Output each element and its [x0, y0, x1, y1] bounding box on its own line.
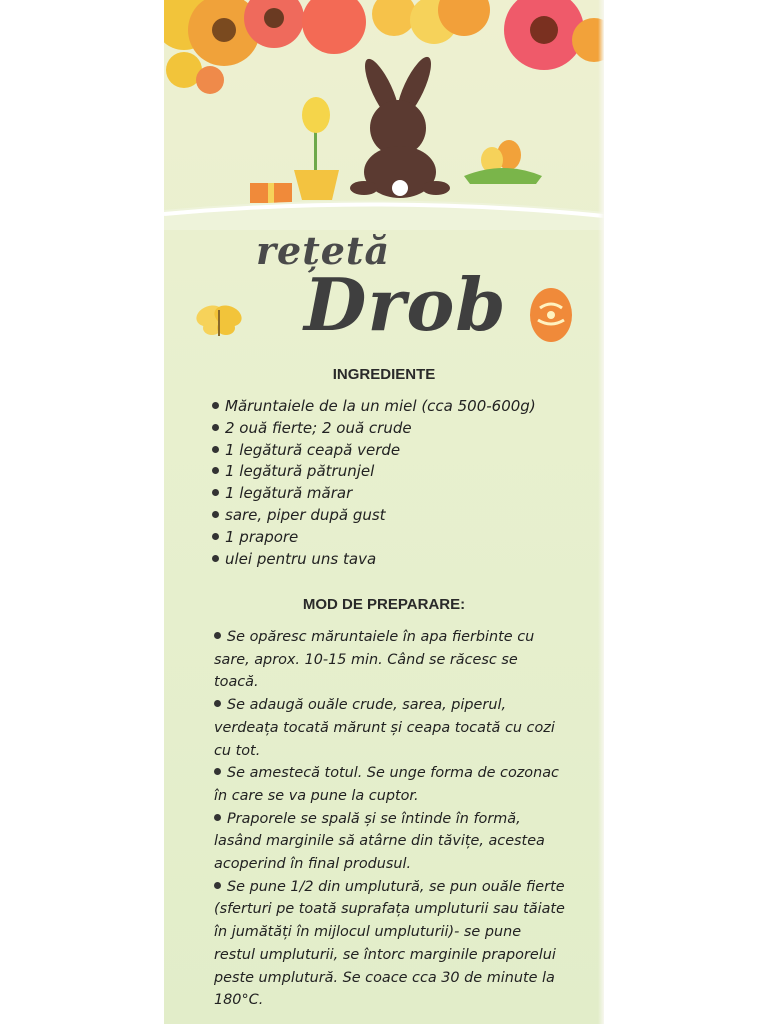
- list-item: ulei pentru uns tava: [212, 549, 592, 571]
- step-item: Praporele se spală și se întinde în formă, lasând marginile să atârne din tăvițe, acestea acoperind în final produsul.: [214, 810, 545, 873]
- bullet-icon: [214, 768, 221, 775]
- gift-box-icon: [250, 183, 292, 203]
- bullet-icon: [212, 533, 219, 540]
- bunny-silhouette-icon: [350, 53, 450, 198]
- list-item: 1 legătură pătrunjel: [212, 461, 592, 483]
- list-item: 2 ouă fierte; 2 ouă crude: [212, 418, 592, 440]
- list-item: Măruntaiele de la un miel (cca 500-600g): [212, 396, 592, 418]
- egg-nest-icon: [464, 140, 542, 184]
- bullet-icon: [214, 882, 221, 889]
- list-item: 1 legătură mărar: [212, 483, 592, 505]
- step-item: Se amestecă totul. Se unge forma de cozonac în care se va pune la cuptor.: [214, 765, 559, 804]
- easter-egg-icon: [528, 286, 574, 344]
- bullet-icon: [214, 632, 221, 639]
- ingredients-list: [212, 396, 592, 570]
- tulip-flower-icon: [294, 97, 339, 200]
- recipe-card: [164, 0, 604, 1024]
- step-item: Se adaugă ouăle crude, sarea, piperul, verdeața tocată mărunt și ceapa tocată cu cozi cu tot.: [214, 697, 555, 759]
- recipe-subtitle: rețetă: [256, 228, 391, 273]
- recipe-title: Drob: [304, 262, 507, 347]
- list-item: 1 prapore: [212, 527, 592, 549]
- bullet-icon: [212, 467, 219, 474]
- list-item: sare, piper după gust: [212, 505, 592, 527]
- bullet-icon: [212, 511, 219, 518]
- method-steps: [214, 626, 566, 1012]
- bullet-icon: [214, 700, 221, 707]
- step-item: Se opăresc măruntaiele în apa fierbinte cu sare, aprox. 10-15 min. Când se răcesc se toacă.: [214, 629, 535, 691]
- bullet-icon: [212, 446, 219, 453]
- bullet-icon: [212, 555, 219, 562]
- list-item: 1 legătură ceapă verde: [212, 440, 592, 462]
- butterfly-icon: [194, 300, 244, 340]
- bullet-icon: [212, 402, 219, 409]
- step-item: Se pune 1/2 din umplutură, se pun ouăle fierte (sferturi pe toată suprafața umpluturii sau tăiate în jumătăți în mijlocul umpluturii)- se pune restul umpluturii, se întorc marginile praporelui peste umplutură. Se coace cca 30 de minute la 180°C.: [214, 878, 565, 1009]
- easter-header-illustration: [164, 0, 604, 230]
- ingredients-heading: INGREDIENTE: [332, 366, 436, 383]
- bullet-icon: [212, 424, 219, 431]
- bullet-icon: [212, 489, 219, 496]
- bullet-icon: [214, 814, 221, 821]
- method-heading: MOD DE PREPARARE:: [302, 596, 466, 613]
